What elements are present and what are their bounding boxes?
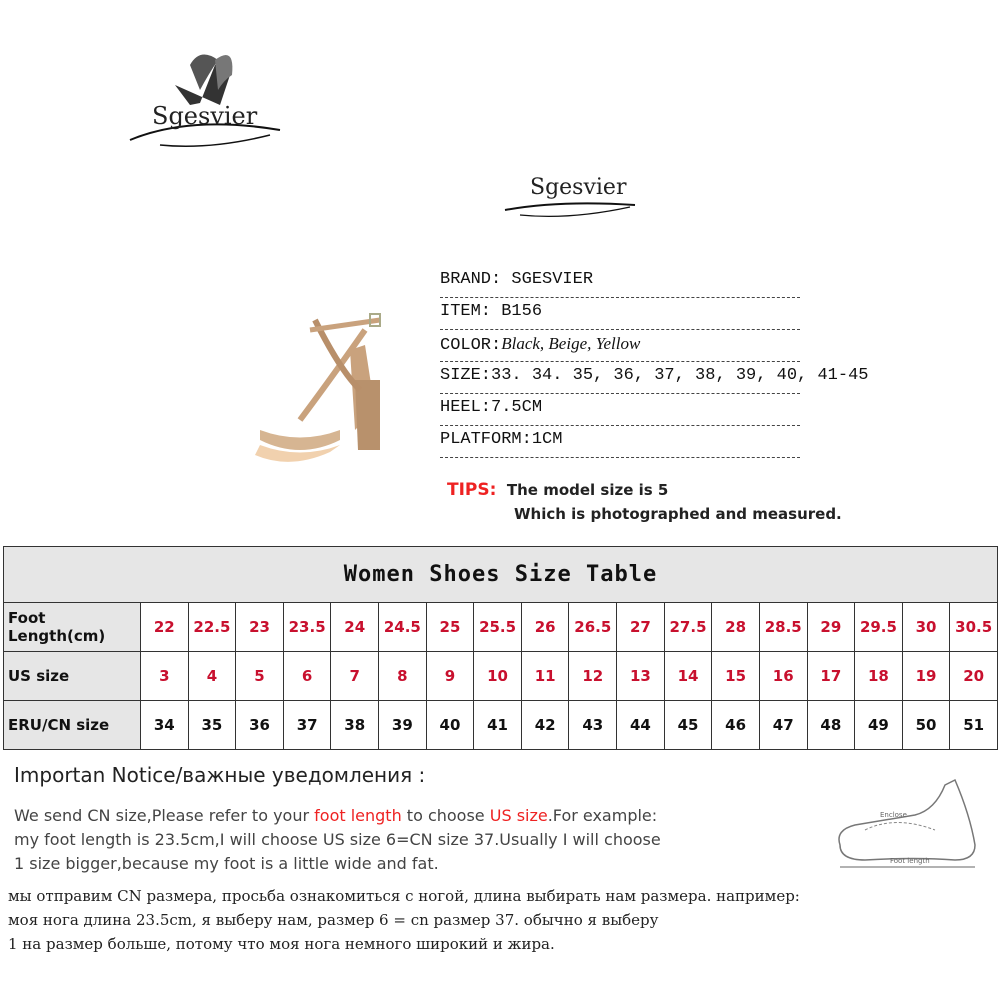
size-table-row-label: US size [4,652,141,701]
size-table-cell: 11 [521,652,569,701]
spec-heel: HEEL:7.5CM [440,394,800,426]
notice-en-line-1 [14,804,661,828]
notice-highlight-foot-length: foot length [314,806,402,825]
notice-ru-line-1: мы отправим CN размера, просьба ознакомиться с ногой, длина выбирать нам размера. например: [8,887,800,905]
size-table-cell: 29 [807,603,855,652]
size-table-row [4,701,998,750]
size-table-cell: 24.5 [379,603,427,652]
size-table-cell: 14 [664,652,712,701]
size-table-cell: 27 [617,603,665,652]
size-table-cell: 6 [283,652,331,701]
spec-color-value: Black, Beige, Yellow [501,334,641,353]
spec-color-label: COLOR: [440,336,502,355]
size-table-row-label: ERU/CN size [4,701,141,750]
notice-highlight-us-size: US size [489,806,548,825]
size-table-cell: 48 [807,701,855,750]
size-table-cell: 42 [521,701,569,750]
size-table-cell: 27.5 [664,603,712,652]
notice-russian [8,884,800,956]
size-table-cell: 4 [188,652,236,701]
size-table-cell: 37 [283,701,331,750]
spec-color [440,330,800,362]
foot-length-label: Foot length [890,857,930,865]
size-table-cell: 20 [950,652,998,701]
size-table-cell: 44 [617,701,665,750]
notice-title: Importan Notice/важные уведомления : [14,763,426,787]
size-table-cell: 22.5 [188,603,236,652]
spec-platform: PLATFORM:1CM [440,426,800,458]
size-table-cell: 30.5 [950,603,998,652]
size-table-row [4,652,998,701]
size-table-cell: 47 [759,701,807,750]
size-table-cell: 22 [141,603,189,652]
size-table-cell: 10 [474,652,522,701]
size-table-cell: 25 [426,603,474,652]
size-table-cell: 29.5 [855,603,903,652]
foot-enclose-label: Enclose [880,811,907,819]
size-table-cell: 30 [902,603,950,652]
size-table-title: Women Shoes Size Table [4,547,998,603]
size-table-cell: 3 [141,652,189,701]
size-table-row [4,603,998,652]
size-table-cell: 16 [759,652,807,701]
size-table-cell: 35 [188,701,236,750]
tips [447,480,668,500]
size-table-cell: 12 [569,652,617,701]
size-table-cell: 36 [236,701,284,750]
notice-ru-line-3: 1 на размер больше, потому что моя нога немного широкий и жира. [8,935,555,953]
size-table-cell: 43 [569,701,617,750]
size-table-cell: 7 [331,652,379,701]
notice-text: .For example: [547,806,658,825]
size-table-cell: 39 [379,701,427,750]
brand-logo-butterfly [120,45,290,155]
size-table-cell: 38 [331,701,379,750]
size-table-cell: 40 [426,701,474,750]
brand-logo-text: Sgesvier [152,102,258,130]
size-table-cell: 26 [521,603,569,652]
sandal-product-image [230,290,430,480]
size-table-cell: 13 [617,652,665,701]
spec-brand: BRAND: SGESVIER [440,266,800,298]
size-table-cell: 25.5 [474,603,522,652]
size-table-cell: 45 [664,701,712,750]
size-table-cell: 34 [141,701,189,750]
size-table-cell: 18 [855,652,903,701]
spec-size: SIZE:33. 34. 35, 36, 37, 38, 39, 40, 41-45 [440,362,800,394]
size-table-cell: 50 [902,701,950,750]
notice-text: to choose [401,806,490,825]
size-table-cell: 26.5 [569,603,617,652]
notice-ru-line-2: моя нога длина 23.5cm, я выберу нам, размер 6 = cn размер 37. обычно я выберу [8,911,659,929]
notice-english [14,804,661,876]
size-table-cell: 8 [379,652,427,701]
size-table-cell: 28 [712,603,760,652]
tips-line-2: Which is photographed and measured. [514,505,842,523]
size-table-cell: 19 [902,652,950,701]
size-table-cell: 28.5 [759,603,807,652]
notice-en-line-3: 1 size bigger,because my foot is a little wide and fat. [14,854,439,873]
spec-item: ITEM: B156 [440,298,800,330]
size-table-cell: 24 [331,603,379,652]
brand-logo-text-secondary: Sgesvier [530,175,627,200]
size-table-cell: 49 [855,701,903,750]
size-table-cell: 46 [712,701,760,750]
size-table [3,546,998,750]
spec-list [440,266,869,458]
foot-measure-diagram [825,775,1000,875]
size-table-cell: 9 [426,652,474,701]
size-table-cell: 15 [712,652,760,701]
size-table-cell: 5 [236,652,284,701]
size-table-cell: 51 [950,701,998,750]
notice-en-line-2: my foot length is 23.5cm,I will choose US size 6=CN size 37.Usually I will choose [14,830,661,849]
tips-line-1: The model size is 5 [506,481,669,499]
notice-text: We send CN size,Please refer to your [14,806,315,825]
size-table-cell: 41 [474,701,522,750]
size-table-cell: 23 [236,603,284,652]
tips-label: TIPS: [447,480,497,500]
size-table-cell: 17 [807,652,855,701]
size-table-cell: 23.5 [283,603,331,652]
size-table-row-label: Foot Length(cm) [4,603,141,652]
